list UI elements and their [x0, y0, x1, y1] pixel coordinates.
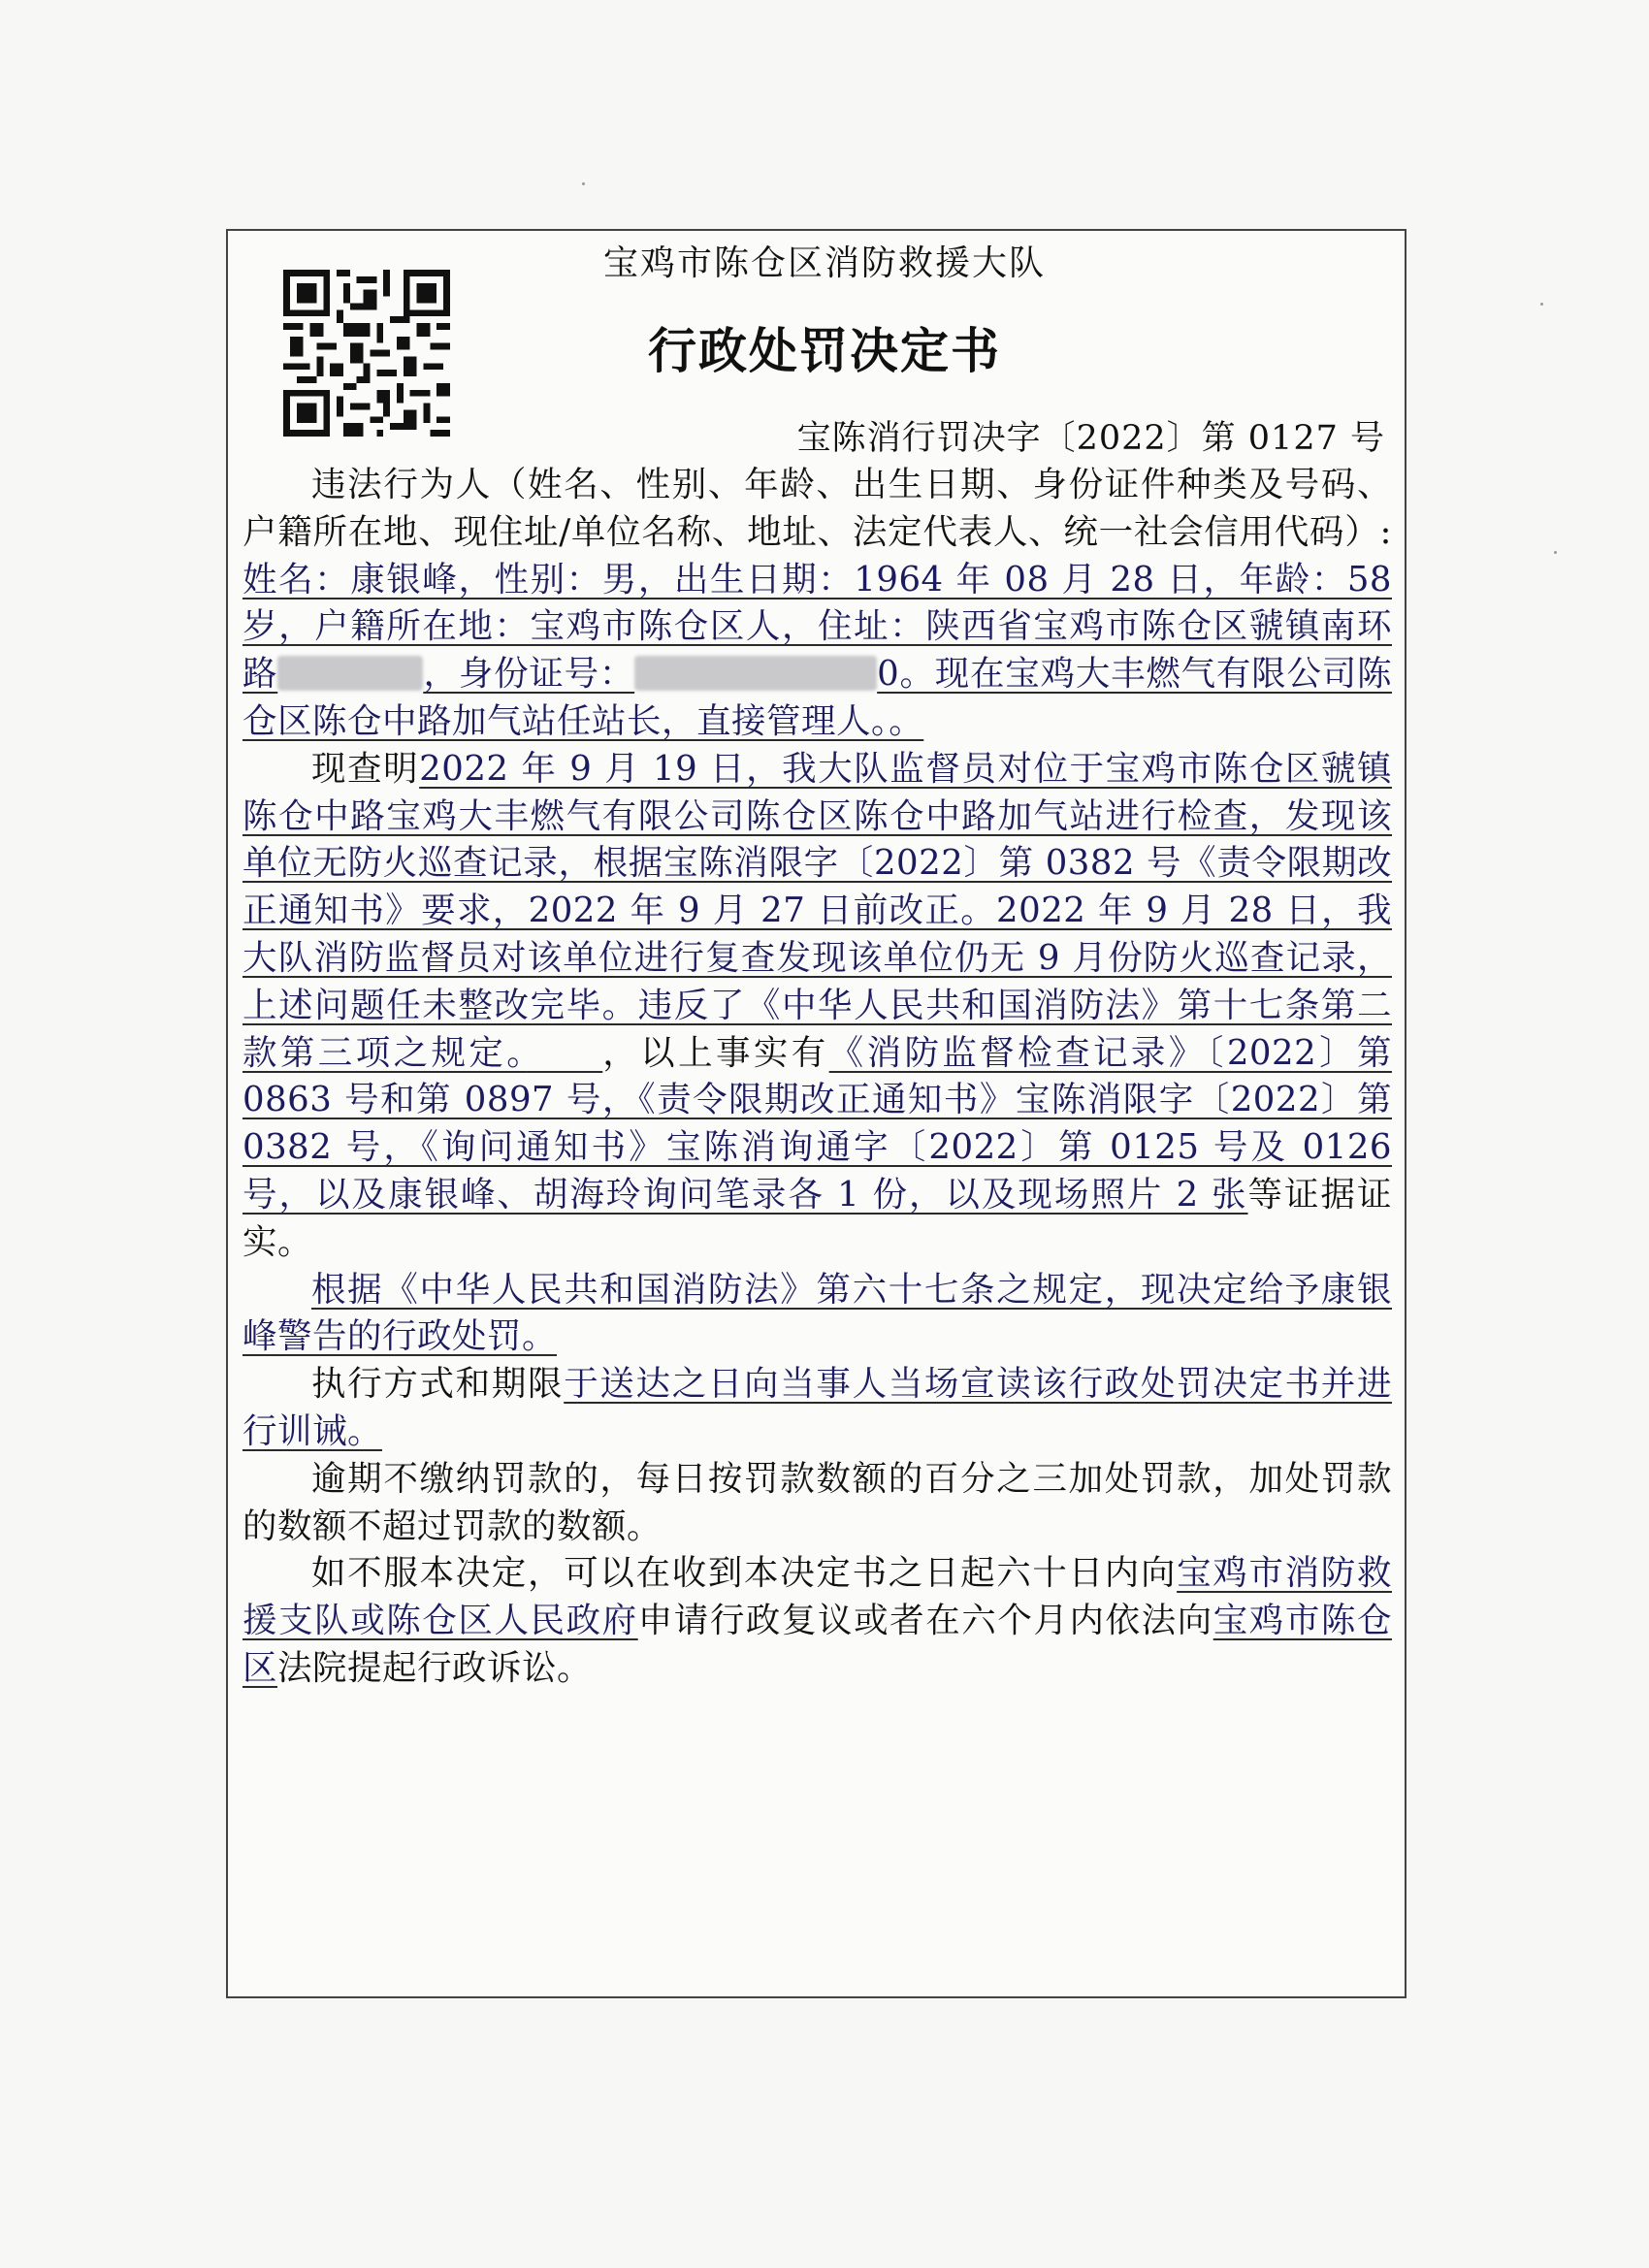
appeal-mid: 申请行政复议或者在六个月内依法向 — [637, 1601, 1213, 1641]
appeal-paragraph — [242, 1550, 1392, 1692]
facts-evidence: 《消防监督检查记录》〔2022〕第 0863 号和第 0897 号，《责令限期改正通知书》宝陈消限字〔2022〕第 0382 号，《询问通知书》宝陈消询通字〔2022〕第 0125 号及 0126 号，以及康银峰、胡海玲询问笔录各 1 份，以及现场照片 2 张 — [242, 1032, 1392, 1215]
appeal-court: 宝鸡市陈仓区 — [242, 1601, 1392, 1688]
offender-paragraph — [242, 462, 1392, 746]
facts-blank — [527, 1033, 602, 1073]
execution-paragraph — [242, 1361, 1392, 1456]
facts-paragraph — [242, 746, 1392, 1267]
offender-info-c: 0。现在宝鸡大丰燃气有限公司陈仓区陈仓中路加气站任站长，直接管理人。。 — [242, 654, 1392, 741]
document-number: 宝陈消行罚决字〔2022〕第 0127 号 — [796, 419, 1385, 458]
appeal-review-body: 宝鸡市消防救援支队或陈仓区人民政府 — [242, 1553, 1392, 1641]
execution-method: 于送达之日向当事人当场宣读该行政处罚决定书并进行训诫。 — [242, 1364, 1392, 1451]
scan-speck — [1554, 551, 1557, 554]
late-fee-paragraph: 逾期不缴纳罚款的，每日按罚款数额的百分之三加处罚款，加处罚款的数额不超过罚款的数额。 — [242, 1458, 1392, 1546]
facts-mid: ，以上事实有 — [602, 1032, 829, 1073]
decision-text: 根据《中华人民共和国消防法》第六十七条之规定，现决定给予康银峰警告的行政处罚。 — [242, 1269, 1392, 1357]
issuing-authority: 宝鸡市陈仓区消防救援大队 — [602, 243, 1046, 283]
execution-lead: 执行方式和期限 — [311, 1364, 565, 1405]
scan-speck — [1540, 303, 1543, 306]
scan-speck — [582, 182, 585, 185]
document-body — [242, 462, 1392, 1693]
facts-tail: 等证据证实。 — [242, 1174, 1392, 1262]
document-title: 行政处罚决定书 — [648, 322, 1001, 379]
offender-lead: 违法行为人（姓名、性别、年龄、出生日期、身份证件种类及号码、户籍所在地、现住址/单位名称、地址、法定代表人、统一社会信用代码）: — [242, 465, 1392, 552]
redacted-id-number — [634, 656, 877, 691]
offender-info-b: ，身份证号： — [423, 654, 635, 695]
redacted-address — [277, 656, 423, 691]
appeal-tail: 法院提起行政诉讼。 — [277, 1647, 593, 1688]
facts-lead: 现查明 — [311, 748, 420, 789]
facts-finding: 2022 年 9 月 19 日，我大队监督员对位于宝鸡市陈仓区虢镇陈仓中路宝鸡大丰燃气有限公司陈仓区陈仓中路加气站进行检查，发现该单位无防火巡查记录，根据宝陈消限字〔2022〕第 0382 号《责令限期改正通知书》要求，2022 年 9 月 27 日前改正。2022 年 9 月 28 日，我大队消防监督员对该单位进行复查发现该单位仍无 9 月份防火巡查记录，上述问题任未整改完毕。违反了《中华人民共和国消防法》第十七条第二款第三项之规定。 — [242, 748, 1392, 1073]
offender-info-a: 姓名：康银峰，性别：男，出生日期：1964 年 08 月 28 日，年龄：58 岁，户籍所在地：宝鸡市陈仓区人，住址：陕西省宝鸡市陈仓区虢镇南环路 — [242, 559, 1392, 695]
appeal-lead: 如不服本决定，可以在收到本决定书之日起六十日内向 — [311, 1553, 1178, 1594]
decision-paragraph — [242, 1267, 1392, 1362]
